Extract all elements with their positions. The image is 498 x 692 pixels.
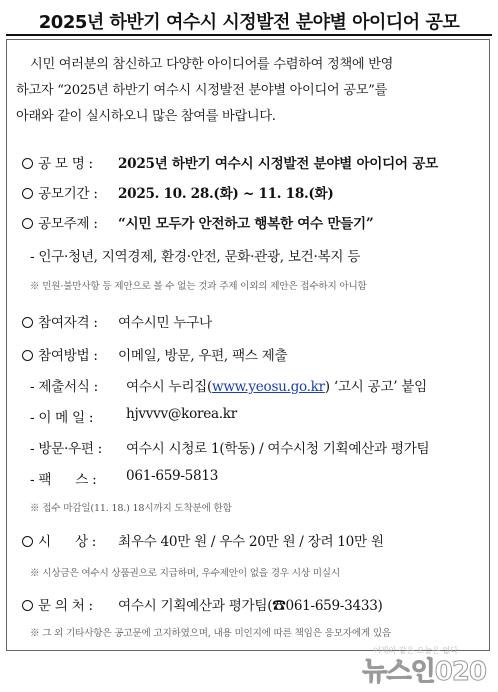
circle-bullet-icon (22, 600, 33, 611)
sub-label: - 제출서식 : (30, 379, 98, 395)
intro-line: 하고자 “2025년 하반기 여수시 시정발전 분야별 아이디어 공모”를 (16, 83, 388, 98)
item-label: 참여방법 : (38, 348, 98, 364)
sub-label: - 이 메 일 : (30, 410, 94, 426)
website-link[interactable]: www.yeosu.go.kr (212, 379, 325, 395)
sub-value: 여수시 시청로 1(학동) / 여수시청 기획예산과 평가팀 (126, 441, 430, 457)
item-value: 여수시민 누구나 (118, 315, 212, 331)
item-contact (22, 594, 383, 614)
watermark-logo (362, 651, 486, 688)
item-label: 공모기간 : (38, 186, 98, 202)
document-title: 2025년 하반기 여수시 시정발전 분야별 아이디어 공모 (38, 12, 460, 33)
watermark-logo-text: 뉴스인020 (362, 657, 486, 687)
item-theme (22, 212, 374, 232)
item-label: 참여자격 : (38, 315, 98, 331)
item-label: 시 상 : (38, 534, 97, 550)
sub-value: 061-659-5813 (126, 468, 219, 484)
circle-bullet-icon (22, 350, 33, 361)
deadline-note: ※ 접수 마감일(11. 18.) 18시까지 도착분에 한함 (30, 503, 232, 514)
item-method (22, 344, 288, 364)
circle-bullet-icon (22, 188, 33, 199)
item-value: 여수시 기획예산과 평가팀(☎061-659-3433) (118, 598, 383, 614)
circle-bullet-icon (22, 218, 33, 229)
sub-label: - 방문·우편 : (30, 441, 102, 457)
item-award (22, 530, 384, 550)
item-label: 공모주제 : (38, 216, 98, 232)
item-period (22, 182, 334, 202)
item-value: “시민 모두가 안전하고 행복한 여수 만들기” (118, 216, 374, 232)
intro-line: 아래와 같이 실시하오니 많은 참여를 바랍니다. (16, 109, 276, 124)
item-contest-name (22, 152, 438, 172)
sub-visit (30, 437, 430, 457)
intro-line: 시민 여러분의 참신하고 다양한 아이디어를 수렴하여 정책에 반영 (30, 57, 394, 72)
theme-fields: - 인구·청년, 지역경제, 환경·안전, 문화·관광, 보건·복지 등 (30, 249, 361, 265)
item-value: 2025. 10. 28.(화) ~ 11. 18.(화) (118, 186, 334, 202)
form-text-pre: 여수시 누리집( (126, 379, 213, 395)
sub-fax (30, 468, 219, 488)
circle-bullet-icon (22, 158, 33, 169)
circle-bullet-icon (22, 536, 33, 547)
final-note: ※ 그 외 기타사항은 공고문에 고지하였으며, 내용 미인지에 따른 책임은 응모자에게 있음 (30, 628, 391, 639)
title-rule (6, 34, 492, 36)
theme-note: ※ 민원·불만사항 등 제안으로 볼 수 없는 것과 주제 이외의 제안은 접수하지 아니함 (30, 281, 367, 292)
sub-form (30, 375, 427, 395)
email-value: hjvvvv@korea.kr (126, 406, 237, 422)
item-eligibility (22, 311, 212, 331)
item-label: 공 모 명 : (38, 156, 93, 172)
form-text-post: ) ‘고시 공고’ 붙임 (324, 379, 427, 395)
circle-bullet-icon (22, 317, 33, 328)
sub-email (30, 406, 237, 426)
award-note: ※ 시상금은 여수시 상품권으로 지급하며, 우수제안이 없을 경우 시상 미실시 (30, 568, 340, 579)
item-label: 문 의 처 : (38, 598, 93, 614)
item-value: 2025년 하반기 여수시 시정발전 분야별 아이디어 공모 (118, 156, 438, 172)
intro-paragraph (16, 52, 482, 130)
sub-label: - 팩 스 : (30, 472, 97, 488)
item-value: 최우수 40만 원 / 우수 20만 원 / 장려 10만 원 (118, 534, 384, 550)
watermark-slogan: 어제와 같은 오늘은 없다 (373, 646, 458, 655)
item-value: 이메일, 방문, 우편, 팩스 제출 (118, 348, 288, 364)
sub-value (126, 375, 427, 395)
